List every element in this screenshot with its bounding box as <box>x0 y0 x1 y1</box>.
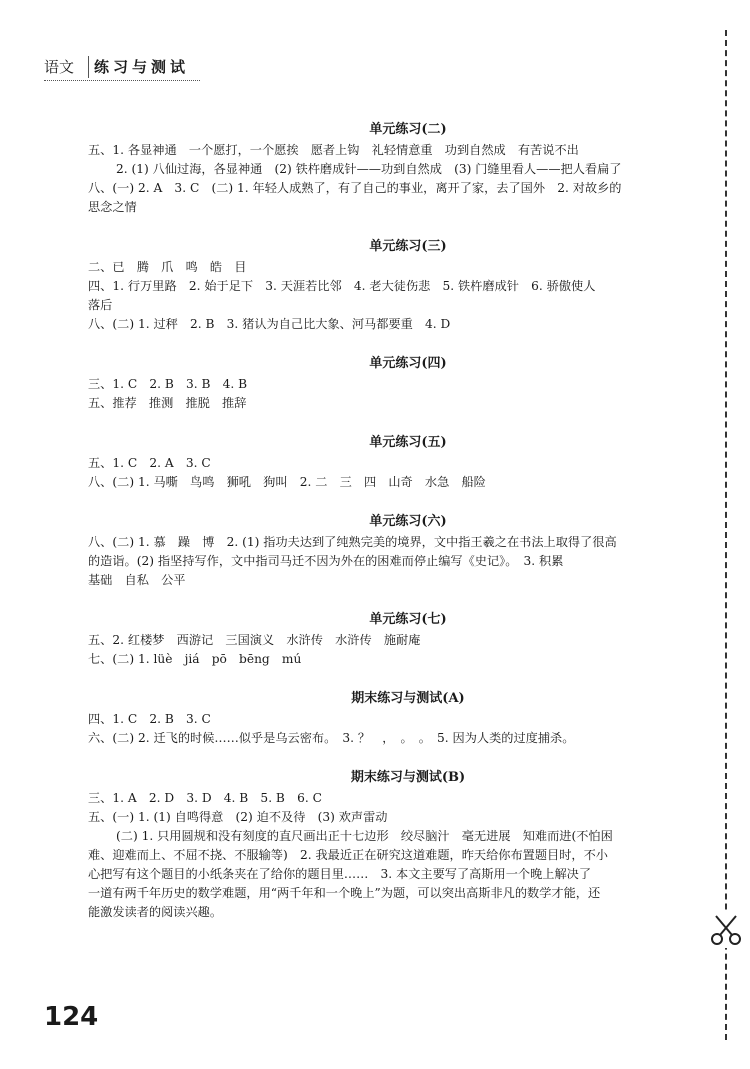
answer-section <box>88 510 688 590</box>
answer-line: 四、1. 行万里路 2. 始于足下 3. 天涯若比邻 4. 老大徒伤悲 5. 铁杵磨成针 6. 骄傲使人 <box>88 279 596 293</box>
answer-line: 思念之情 <box>88 200 137 214</box>
answer-section <box>88 118 688 217</box>
answer-section <box>88 687 688 748</box>
answer-line: 三、1. A 2. D 3. D 4. B 5. B 6. C <box>88 791 322 805</box>
answer-section <box>88 766 688 922</box>
answer-section <box>88 608 688 669</box>
answer-line: (二) 1. 只用圆规和没有刻度的直尺画出正十七边形 绞尽脑汁 毫无进展 知难而进(不怕困 <box>116 829 613 843</box>
section-title: 单元练习(二) <box>369 122 447 137</box>
book-title: 练习与测试 <box>94 58 190 76</box>
answer-line: 四、1. C 2. B 3. C <box>88 712 211 726</box>
header-divider <box>88 56 89 78</box>
answer-line: 难、迎难而上、不屈不挠、不服输等) 2. 我最近正在研究这道难题，昨天给你布置题目时，不小 <box>88 848 608 862</box>
answer-line: 八、(一) 2. A 3. C (二) 1. 年轻人成熟了，有了自己的事业，离开了家，去了国外 2. 对故乡的 <box>88 181 622 195</box>
answer-section <box>88 352 688 413</box>
page-number: 124 <box>44 1002 99 1032</box>
section-title: 期末练习与测试(B) <box>350 770 466 785</box>
section-title: 单元练习(六) <box>369 514 447 529</box>
answer-line: 五、推荐 推测 推脱 推辞 <box>88 396 247 410</box>
answer-line: 心把写有这个题目的小纸条夹在了给你的题目里…… 3. 本文主要写了高斯用一个晚上解决了 <box>88 867 592 881</box>
page-header <box>44 56 200 84</box>
cut-line <box>725 30 727 1040</box>
answer-line: 八、(二) 1. 过秤 2. B 3. 猪认为自己比大象、河马都要重 4. D <box>88 317 451 331</box>
answer-line: 三、1. C 2. B 3. B 4. B <box>88 377 248 391</box>
scissors-icon <box>708 912 744 948</box>
section-title: 单元练习(七) <box>369 612 447 627</box>
section-title: 期末练习与测试(A) <box>351 691 465 706</box>
header-rule <box>44 80 200 81</box>
section-title: 单元练习(三) <box>369 239 447 254</box>
subject-tag: 语文 <box>44 58 75 76</box>
section-title: 单元练习(四) <box>369 356 447 371</box>
answer-line: 基础 自私 公平 <box>88 573 186 587</box>
answer-line: 五、1. C 2. A 3. C <box>88 456 211 470</box>
answer-line: 二、已 腾 爪 鸣 皓 目 <box>88 260 247 274</box>
answer-section <box>88 235 688 334</box>
answer-content <box>88 118 688 940</box>
answer-line: 的造诣。(2) 指坚持写作，文中指司马迁不因为外在的困难而停止编写《史记》。 3. 积累 <box>88 554 564 568</box>
answer-section <box>88 431 688 492</box>
section-title: 单元练习(五) <box>369 435 447 450</box>
answer-line: 七、(二) 1. lüè jiá pō bēng mú <box>88 652 302 666</box>
answer-line: 2. (1) 八仙过海，各显神通 (2) 铁杵磨成针——功到自然成 (3) 门缝里看人——把人看扁了 <box>116 162 622 176</box>
answer-line: 六、(二) 2. 迁飞的时候……似乎是乌云密布。 3. ？ ， 。 。 5. 因为人类的过度捕杀。 <box>88 731 575 745</box>
answer-line: 一道有两千年历史的数学难题，用“两千年和一个晚上”为题，可以突出高斯非凡的数学才能，还 <box>88 886 601 900</box>
answer-line: 八、(二) 1. 慕 躁 博 2. (1) 指功夫达到了纯熟完美的境界，文中指王羲之在书法上取得了很高 <box>88 535 617 549</box>
answer-line: 落后 <box>88 298 113 312</box>
answer-line: 八、(二) 1. 马嘶 鸟鸣 狮吼 狗叫 2. 二 三 四 山奇 水急 船险 <box>88 475 486 489</box>
answer-line: 能激发读者的阅读兴趣。 <box>88 905 223 919</box>
answer-line: 五、1. 各显神通 一个愿打，一个愿挨 愿者上钩 礼轻情意重 功到自然成 有苦说不出 <box>88 143 579 157</box>
answer-line: 五、(一) 1. (1) 自鸣得意 (2) 迫不及待 (3) 欢声雷动 <box>88 810 388 824</box>
answer-line: 五、2. 红楼梦 西游记 三国演义 水浒传 水浒传 施耐庵 <box>88 633 421 647</box>
